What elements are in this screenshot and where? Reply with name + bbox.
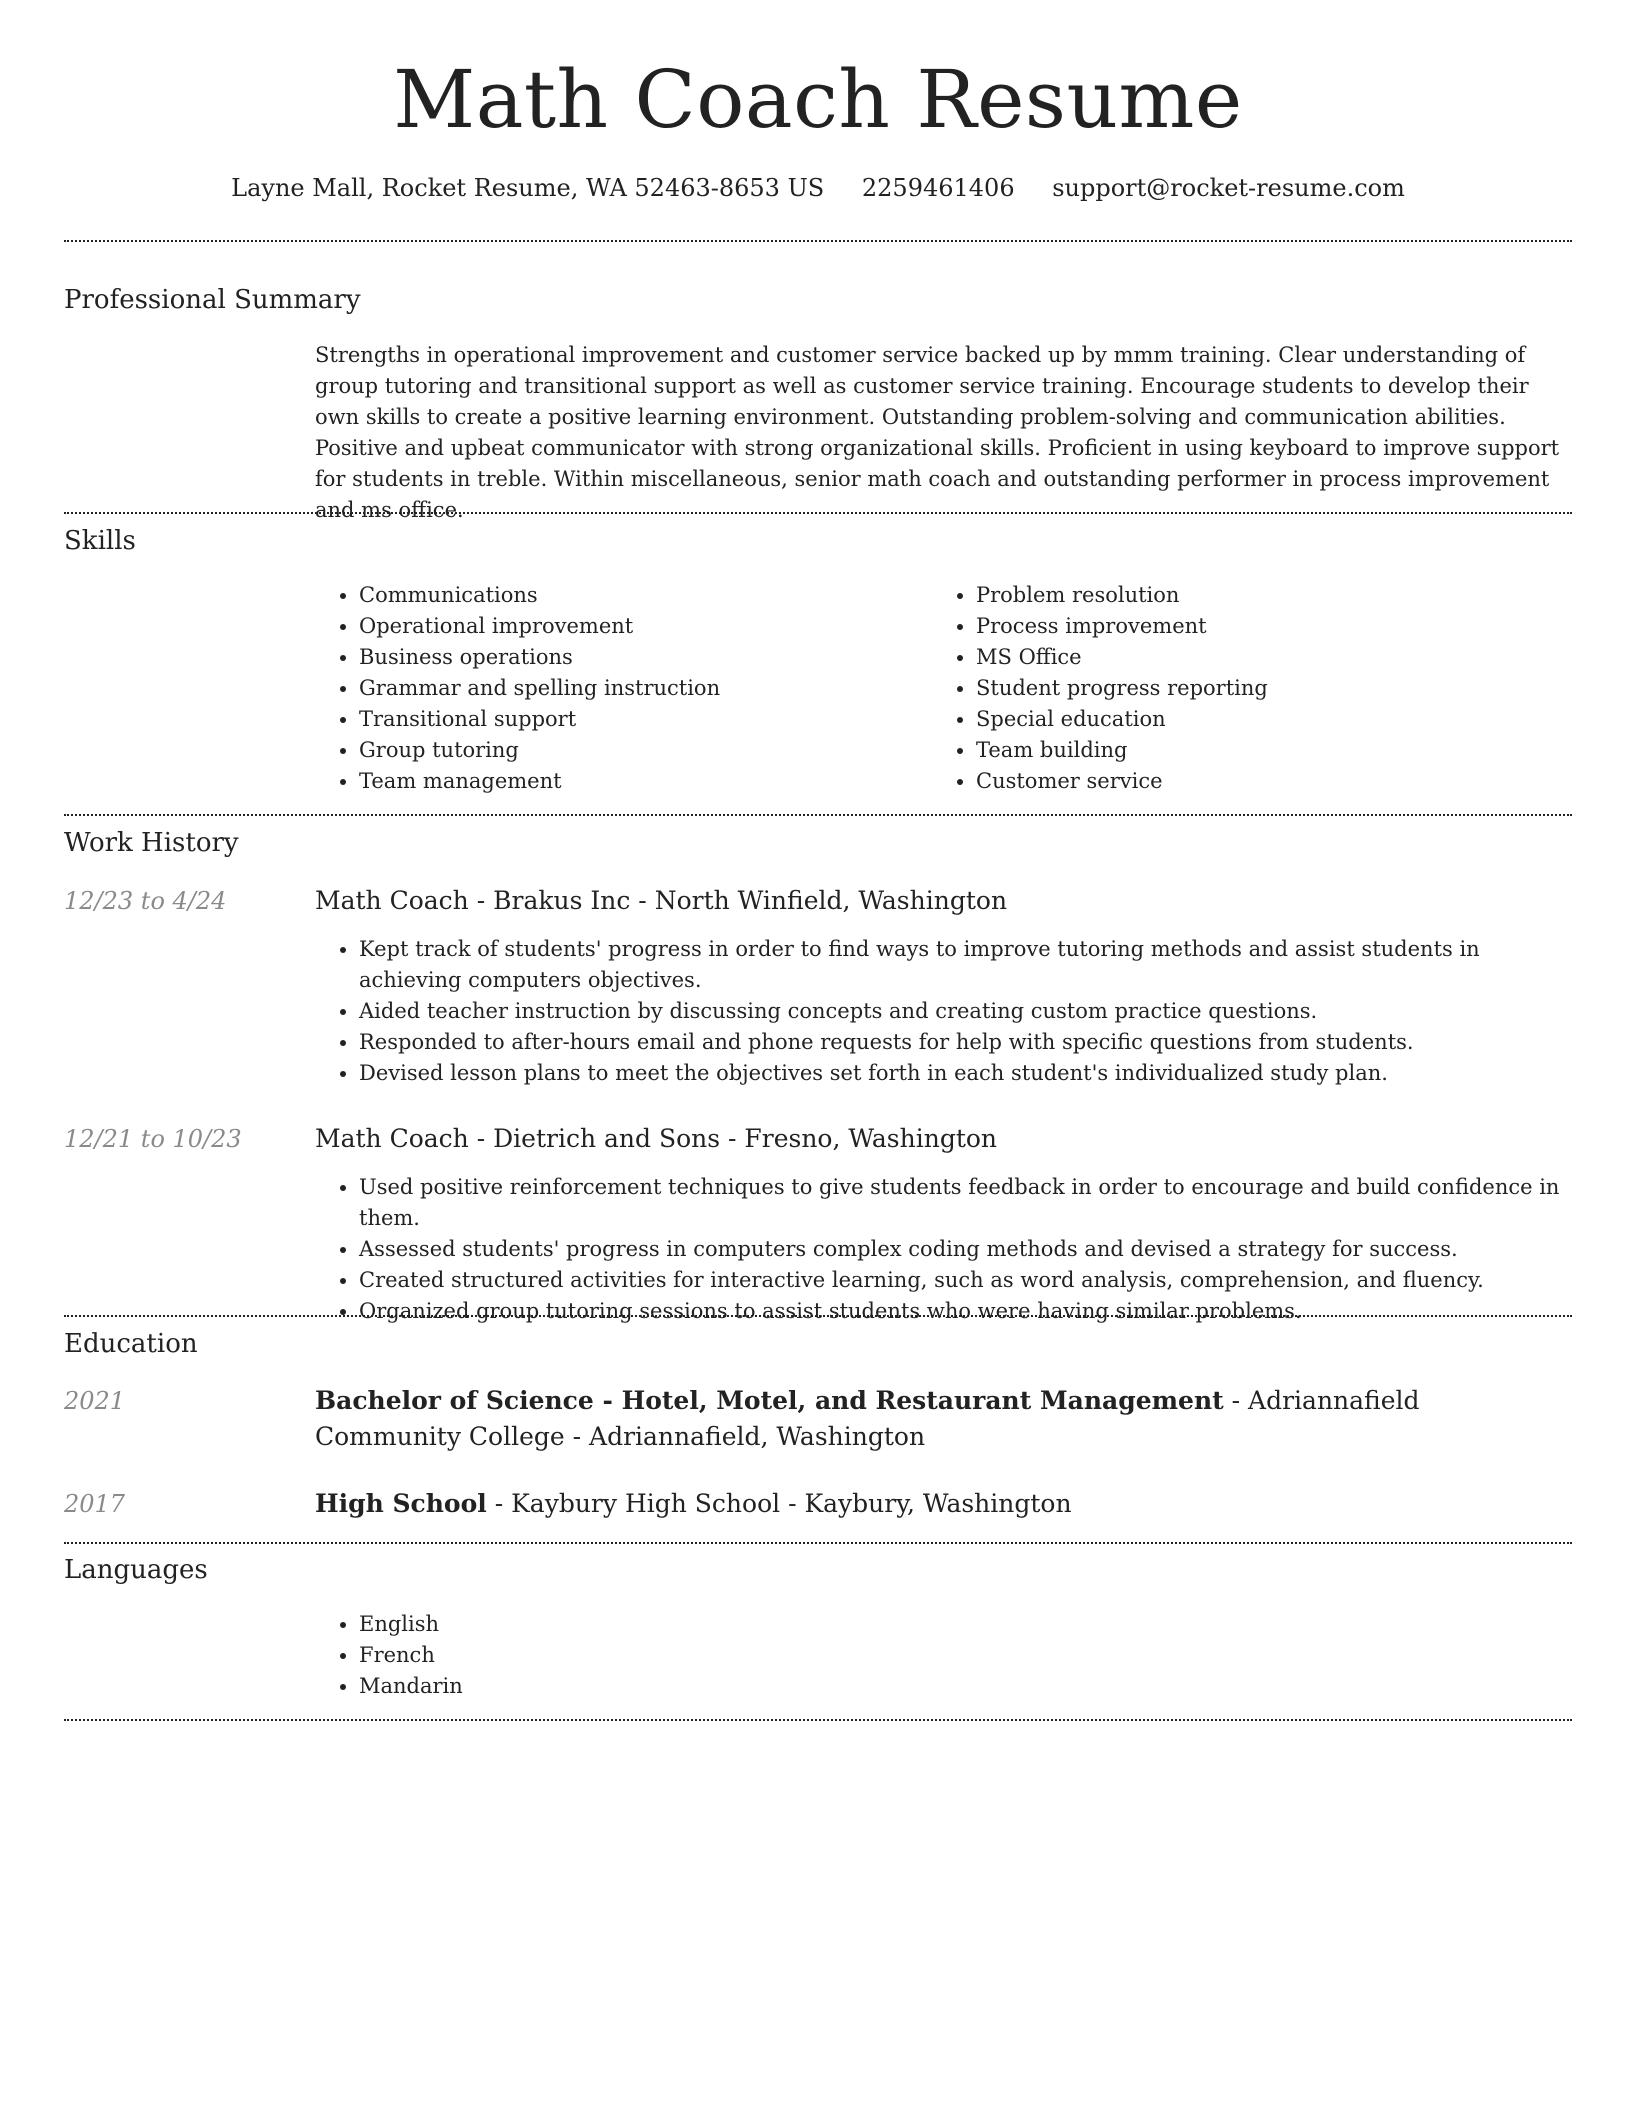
education-school: - Kaybury High School - Kaybury, Washington (486, 1489, 1072, 1518)
divider (64, 512, 1572, 514)
language-item: • Mandarin (359, 1671, 1572, 1702)
job-bullet: • Organized group tutoring sessions to assist students who were having similar problems. (359, 1296, 1572, 1327)
skills-list-left (315, 580, 915, 797)
skill-item: • MS Office (976, 642, 1532, 673)
divider (64, 1542, 1572, 1544)
job-bullets (315, 934, 1572, 1089)
section-heading-summary: Professional Summary (64, 285, 361, 315)
language-item: • English (359, 1609, 1572, 1640)
job-dates: 12/23 to 4/24 (64, 887, 227, 915)
job-bullet: • Used positive reinforcement techniques to give students feedback in order to encourage and build confidence in them. (359, 1172, 1572, 1234)
contact-address: Layne Mall, Rocket Resume, WA 52463-8653 US (231, 174, 825, 202)
job-bullet: • Responded to after-hours email and phone requests for help with specific questions from students. (359, 1027, 1572, 1058)
divider (64, 240, 1572, 242)
skill-item: • Transitional support (359, 704, 915, 735)
education-entry (315, 1383, 1565, 1455)
skill-item: • Team building (976, 735, 1532, 766)
education-degree: High School (315, 1489, 487, 1518)
skills-column-left (315, 580, 915, 797)
divider (64, 1719, 1572, 1721)
section-heading-skills: Skills (64, 526, 136, 556)
job-title-line: Math Coach - Brakus Inc - North Winfield, Washington (315, 886, 1008, 915)
divider (64, 1315, 1572, 1317)
skill-item: • Special education (976, 704, 1532, 735)
section-heading-languages: Languages (64, 1555, 208, 1585)
section-heading-work-history: Work History (64, 828, 239, 858)
skill-item: • Team management (359, 766, 915, 797)
education-year: 2017 (64, 1490, 126, 1518)
contact-phone: 2259461406 (861, 174, 1015, 202)
skill-item: • Customer service (976, 766, 1532, 797)
contact-email: support@rocket-resume.com (1052, 174, 1405, 202)
job-bullet: • Devised lesson plans to meet the objectives set forth in each student's individualized study plan. (359, 1058, 1572, 1089)
section-heading-education: Education (64, 1329, 198, 1359)
job-bullets (315, 1172, 1572, 1327)
skill-item: • Communications (359, 580, 915, 611)
job-bullet: • Aided teacher instruction by discussing concepts and creating custom practice questions. (359, 996, 1572, 1027)
languages-list (315, 1609, 1572, 1702)
skills-column-right (932, 580, 1532, 797)
skill-item: • Student progress reporting (976, 673, 1532, 704)
education-school: - Adriannafield Community College - Adriannafield, Washington (315, 1386, 1420, 1451)
skill-item: • Business operations (359, 642, 915, 673)
skill-item: • Operational improvement (359, 611, 915, 642)
job-dates: 12/21 to 10/23 (64, 1125, 242, 1153)
job-bullet: • Created structured activities for interactive learning, such as word analysis, comprehension, and fluency. (359, 1265, 1572, 1296)
education-entry (315, 1486, 1565, 1522)
language-item: • French (359, 1640, 1572, 1671)
skill-item: • Group tutoring (359, 735, 915, 766)
education-year: 2021 (64, 1387, 126, 1415)
summary-text: Strengths in operational improvement and customer service backed up by mmm training. Clear understanding of group tutoring and transitional support as well as customer service training. Encourage students to develop their own skills to create a positive learning environment. Outstanding problem-solving and communication abilities. Positive and upbeat communicator with strong organizational skills. Proficient in using keyboard to improve support for students in treble. Within miscellaneous, senior math coach and outstanding performer in process improvement and ms office. (315, 343, 1560, 522)
resume-title: Math Coach Resume (393, 53, 1243, 146)
education-degree: Bachelor of Science - Hotel, Motel, and Restaurant Management (315, 1386, 1224, 1415)
skill-item: • Process improvement (976, 611, 1532, 642)
skill-item: • Grammar and spelling instruction (359, 673, 915, 704)
job-bullet: • Assessed students' progress in computers complex coding methods and devised a strategy for success. (359, 1234, 1572, 1265)
job-title-line: Math Coach - Dietrich and Sons - Fresno, Washington (315, 1124, 998, 1153)
divider (64, 814, 1572, 816)
skills-list-right (932, 580, 1532, 797)
contact-row (64, 172, 1572, 204)
job-bullet: • Kept track of students' progress in order to find ways to improve tutoring methods and assist students in achieving computers objectives. (359, 934, 1572, 996)
skill-item: • Problem resolution (976, 580, 1532, 611)
